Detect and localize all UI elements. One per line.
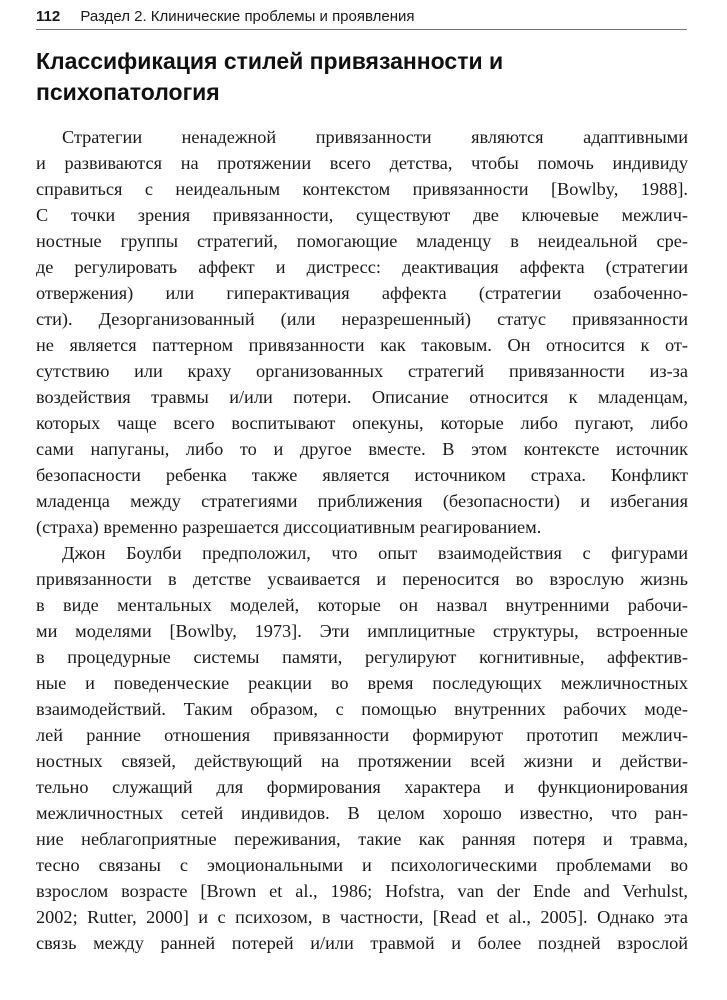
text-line: межличностных сетей индивидов. В целом хорошо известно, что ран- — [36, 803, 688, 823]
text-line: ностные группы стратегий, помогающие младенцу в неидеальной сре- — [36, 231, 688, 251]
text-line: младенца между стратегиями приближения (безопасности) и избегания — [36, 491, 688, 511]
text-line: ние неблагоприятные переживания, такие как ранняя потеря и травма, — [36, 829, 688, 849]
text-line: не является паттерном привязанности как таковым. Он относится к от- — [36, 335, 688, 355]
text-line: сти). Дезорганизованный (или неразрешенный) статус привязанности — [36, 309, 688, 329]
text-line: в виде ментальных моделей, которые он назвал внутренними рабочи- — [36, 595, 688, 615]
text-line: тесно связаны с эмоциональными и психологическими проблемами во — [36, 855, 688, 875]
text-line: безопасности ребенка также является источником страха. Конфликт — [36, 465, 688, 485]
text-line: сутствию или краху организованных стратегий привязанности из-за — [36, 361, 688, 381]
body-text — [36, 124, 688, 956]
text-line: привязанности в детстве усваивается и переносится во взрослую жизнь — [36, 569, 688, 589]
text-line: взаимодействий. Таким образом, с помощью внутренних рабочих моде- — [36, 699, 688, 719]
text-line: связь между ранней потерей и/или травмой и более поздней взрослой — [36, 933, 688, 953]
text-line: (страха) временно разрешается диссоциативным реагированием. — [36, 517, 542, 537]
text-line: 2002; Rutter, 2000] и с психозом, в частности, [Read et al., 2005]. Однако эта — [36, 907, 688, 927]
text-line: справиться с неидеальным контекстом привязанности [Bowlby, 1988]. — [36, 179, 688, 199]
text-line: воздействия травмы и/или потери. Описание относится к младенцам, — [36, 387, 688, 407]
text-line: сами напуганы, либо то и другое вместе. В этом контексте источник — [36, 439, 688, 459]
text-line: ми моделями [Bowlby, 1973]. Эти имплицитные структуры, встроенные — [36, 621, 688, 641]
page-number: 112 — [36, 8, 61, 25]
text-line: которых чаще всего воспитывают опекуны, которые либо пугают, либо — [36, 413, 688, 433]
paragraph-1 — [36, 124, 688, 540]
text-line: лей ранние отношения привязанности формируют прототип межлич- — [36, 725, 688, 745]
text-line: Джон Боулби предположил, что опыт взаимодействия с фигурами — [62, 543, 688, 563]
section-title: Классификация стилей привязанности и психопатология — [36, 48, 504, 105]
text-line: взрослом возрасте [Brown et al., 1986; Hofstra, van der Ende and Verhulst, — [36, 881, 688, 901]
text-line: отвержения) или гиперактивация аффекта (стратегии озабоченно- — [36, 283, 688, 303]
text-line: ностных связей, действующий на протяжении всей жизни и действи- — [36, 751, 688, 771]
text-line: в процедурные системы памяти, регулируют когнитивные, аффектив- — [36, 647, 688, 667]
text-line: де регулировать аффект и дистресс: деактивация аффекта (стратегии — [36, 257, 688, 277]
text-line: С точки зрения привязанности, существуют две ключевые межлич- — [36, 205, 688, 225]
text-line: Стратегии ненадежной привязанности являются адаптивными — [62, 127, 688, 147]
running-title: Раздел 2. Клинические проблемы и проявления — [80, 8, 415, 25]
running-header — [36, 8, 687, 30]
text-line: и развиваются на протяжении всего детства, чтобы помочь индивиду — [36, 153, 688, 173]
text-line: ные и поведенческие реакции во время последующих межличностных — [36, 673, 688, 693]
text-line: тельно служащий для формирования характера и функционирования — [36, 777, 688, 797]
paragraph-2 — [36, 540, 688, 956]
